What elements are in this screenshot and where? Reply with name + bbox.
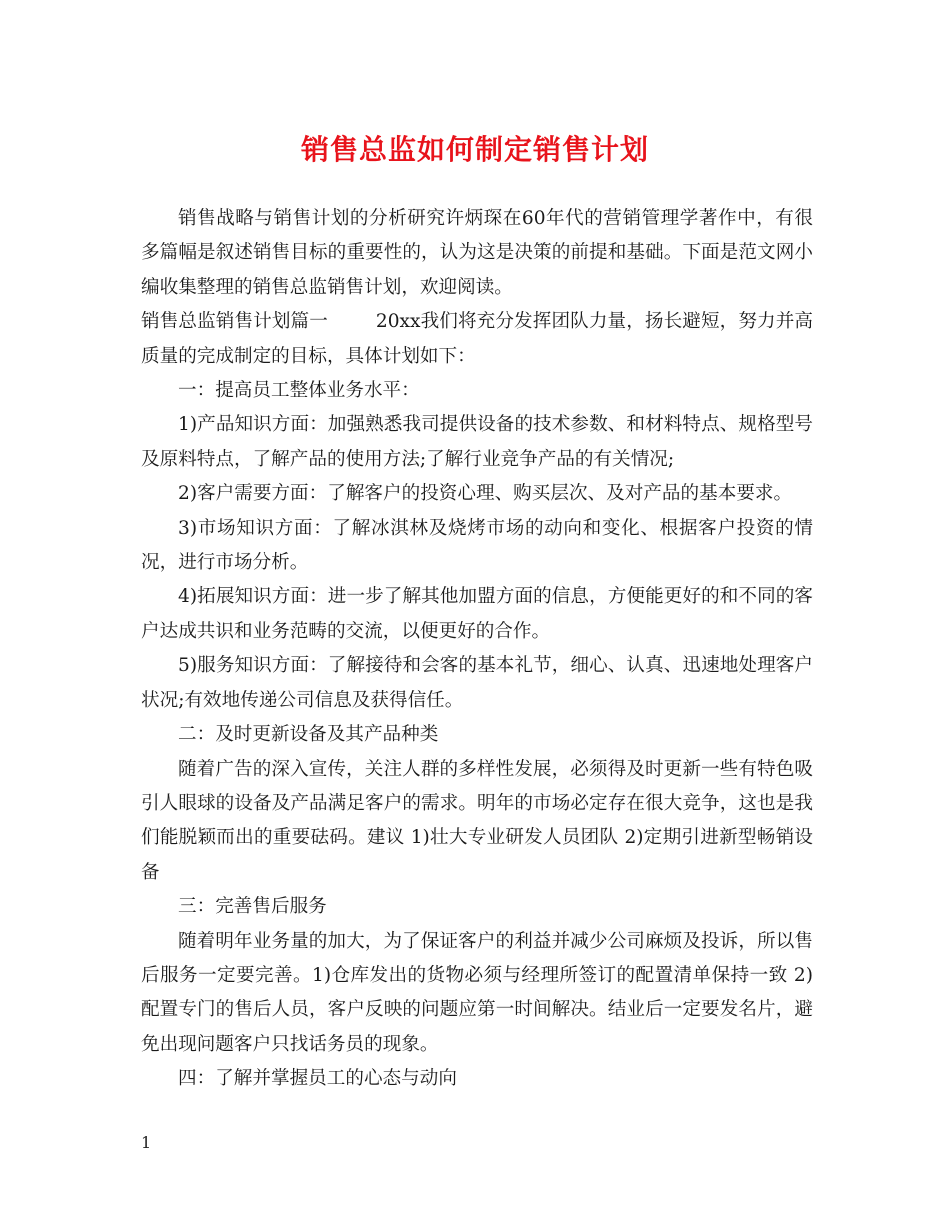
- paragraph-market-knowledge: 3)市场知识方面：了解冰淇林及烧烤市场的动向和变化、根据客户投资的情况，进行市场分析。: [141, 517, 813, 574]
- plan-heading: 销售总监销售计划篇一: [141, 311, 328, 333]
- document-body: [141, 202, 813, 1097]
- paragraph-product-knowledge: 1)产品知识方面：加强熟悉我司提供设备的技术参数、和材料特点、规格型号及原料特点，了解产品的使用方法;了解行业竞争产品的有关情况;: [141, 414, 813, 470]
- paragraph-equipment-update: 随着广告的深入宣传，关注人群的多样性发展，必须得及时更新一些有特色吸引人眼球的设备及产品满足客户的需求。明年的市场必定存在很大竞争，这也是我们能脱颖而出的重要砝码。建议 1)壮大专业研发人员团队 2)定期引进新型畅销设备: [141, 758, 813, 883]
- plan-intro-text: 20xx我们将充分发挥团队力量，扬长避短，努力并高质量的完成制定的目标，具体计划如下：: [141, 311, 813, 367]
- paragraph-plan-one: [141, 305, 813, 374]
- section-heading-one: 一：提高员工整体业务水平：: [178, 380, 420, 402]
- paragraph-expansion-knowledge: 4)拓展知识方面：进一步了解其他加盟方面的信息，方便能更好的和不同的客户达成共识和业务范畴的交流，以便更好的合作。: [141, 586, 813, 642]
- section-heading-two: 二：及时更新设备及其产品种类: [178, 724, 439, 746]
- paragraph-service-knowledge: 5)服务知识方面：了解接待和会客的基本礼节，细心、认真、迅速地处理客户状况;有效地传递公司信息及获得信任。: [141, 655, 813, 711]
- document-title: 销售总监如何制定销售计划: [300, 133, 649, 166]
- paragraph-after-sales: 随着明年业务量的加大，为了保证客户的利益并减少公司麻烦及投诉，所以售后服务一定要完善。1)仓库发出的货物必须与经理所签订的配置清单保持一致 2)配置专门的售后人员，客户反映的问题应第一时间解决。结业后一定要发名片，避免出现问题客户只找话务员的现象。: [141, 930, 813, 1055]
- paragraph-customer-needs: 2)客户需要方面：了解客户的投资心理、购买层次、及对产品的基本要求。: [178, 483, 793, 505]
- paragraph-intro: 销售战略与销售计划的分析研究许炳琛在60年代的营销管理学著作中，有很多篇幅是叙述销售目标的重要性的，认为这是决策的前提和基础。下面是范文网小编收集整理的销售总监销售计划，欢迎阅读。: [141, 208, 813, 298]
- page-number: 1: [141, 1133, 152, 1152]
- section-heading-three: 三：完善售后服务: [178, 896, 327, 918]
- section-heading-four: 四：了解并掌握员工的心态与动向: [178, 1068, 457, 1090]
